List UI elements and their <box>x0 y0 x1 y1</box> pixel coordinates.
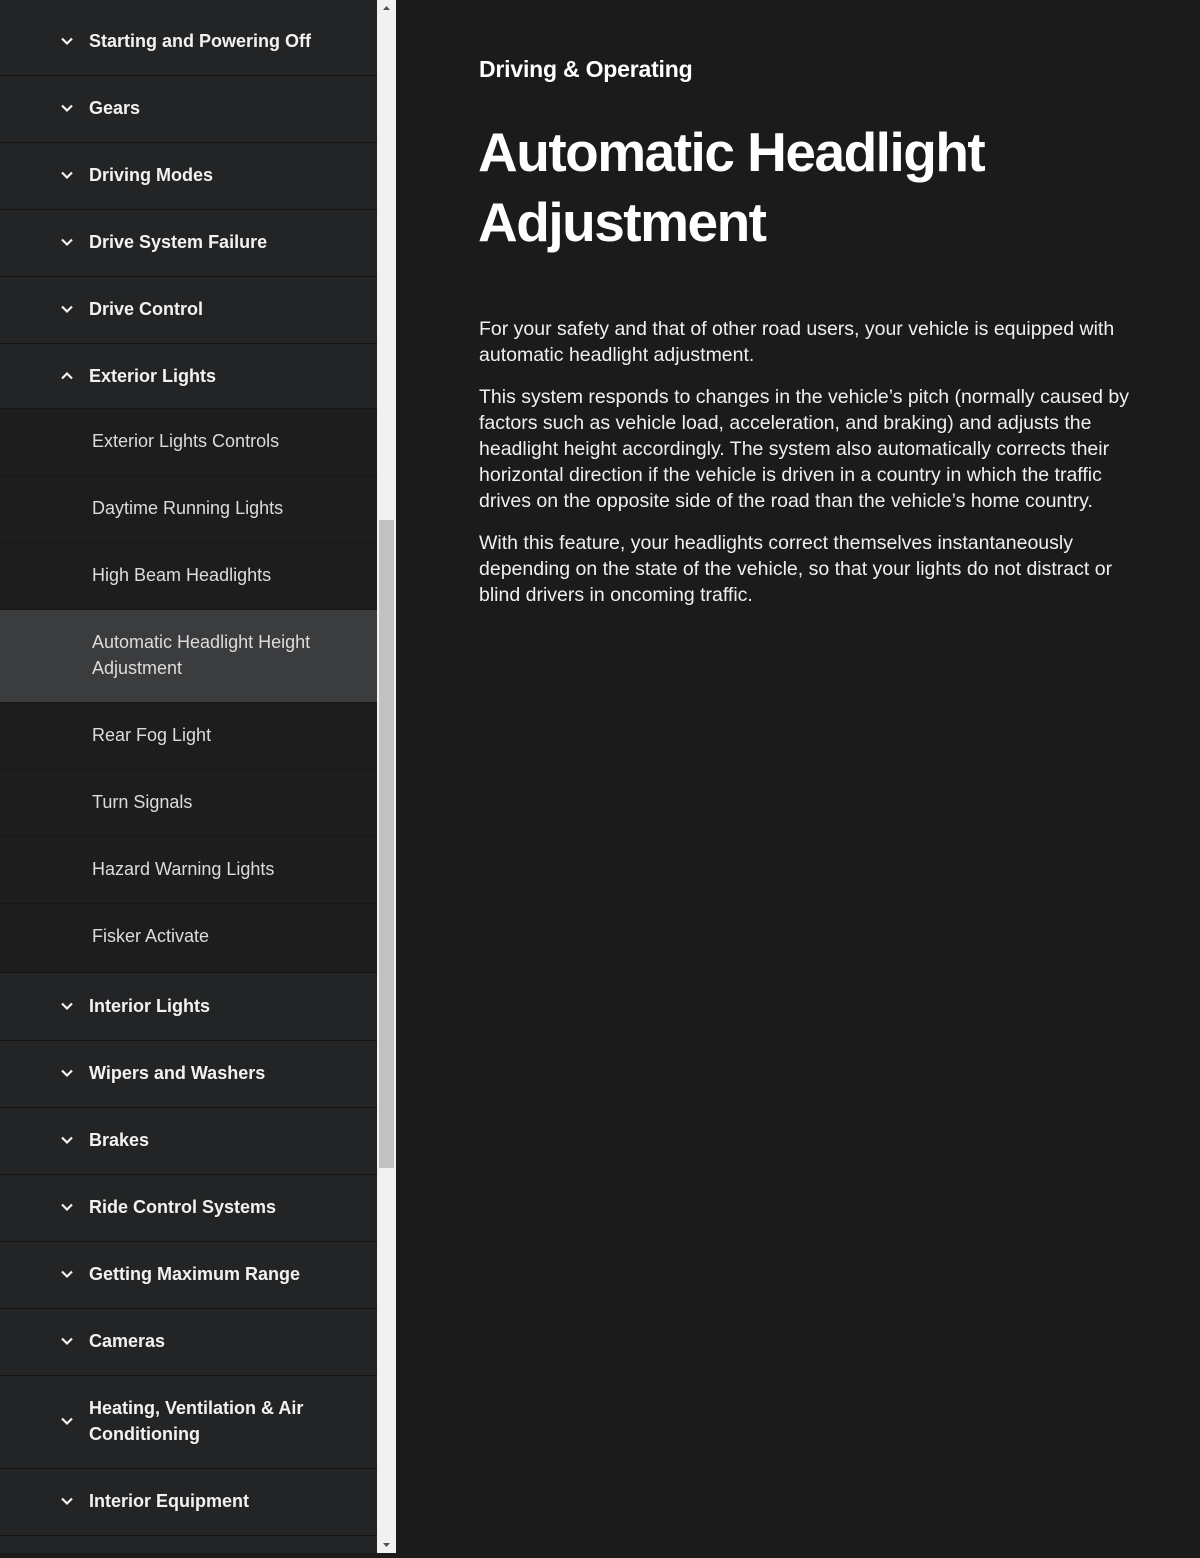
sidebar-section-label: Drive Control <box>89 299 204 319</box>
sidebar-section[interactable] <box>0 1242 377 1309</box>
sidebar-section[interactable] <box>0 76 377 143</box>
sidebar-section-label: Ride Control Systems <box>89 1197 277 1217</box>
sidebar-section[interactable] <box>0 1536 377 1553</box>
sidebar-subitem-label: Daytime Running Lights <box>92 498 284 518</box>
chevron-down-icon <box>58 32 76 50</box>
sidebar-section[interactable] <box>0 1041 377 1108</box>
sidebar-section[interactable] <box>0 1376 377 1469</box>
sidebar-section-label: Brakes <box>89 1130 150 1150</box>
chevron-down-icon <box>58 300 76 318</box>
sidebar-section[interactable] <box>0 1108 377 1175</box>
chevron-down-icon <box>58 1198 76 1216</box>
sidebar-subitem[interactable] <box>0 904 377 973</box>
sidebar-subitem-label: Turn Signals <box>92 792 193 812</box>
sidebar-subitem-label: Automatic Headlight Height Adjustment <box>92 632 311 678</box>
chevron-up-icon <box>58 367 76 385</box>
breadcrumb[interactable]: Driving & Operating <box>479 56 693 82</box>
chevron-down-icon <box>58 1412 76 1430</box>
scrollbar-thumb[interactable] <box>379 520 394 1168</box>
sidebar-section-label: Heating, Ventilation & Air Conditioning <box>89 1398 304 1444</box>
article-paragraph: For your safety and that of other road users, your vehicle is equipped with automatic headlight adjustment. <box>479 318 1115 366</box>
sidebar-subitem-label: Fisker Activate <box>92 926 210 946</box>
sidebar-scrollbar[interactable] <box>377 0 396 1553</box>
sidebar-subitem[interactable] <box>0 543 377 610</box>
main-content <box>396 0 1200 1553</box>
sidebar-subitem[interactable] <box>0 703 377 770</box>
sidebar-section-label: Drive System Failure <box>89 232 268 252</box>
sidebar-section[interactable] <box>0 277 377 344</box>
chevron-down-icon <box>58 1492 76 1510</box>
article-paragraph: This system responds to changes in the vehicle’s pitch (normally caused by factors such as vehicle load, acceleration, and braking) and adjusts the headlight height accordingly. The system also automatically corrects their horizontal direction if the vehicle is driven in a country in which the traffic drives on the opposite side of the road than the vehicle’s home country. <box>479 386 1129 512</box>
sidebar-section-label: Driving Modes <box>89 165 214 185</box>
sidebar-section[interactable] <box>0 973 377 1041</box>
sidebar-subitem-label: High Beam Headlights <box>92 565 272 585</box>
chevron-down-icon <box>58 233 76 251</box>
sidebar-section[interactable] <box>0 1175 377 1242</box>
sidebar-section-label: Exterior Lights <box>89 366 217 386</box>
article-paragraph: With this feature, your headlights correct themselves instantaneously depending on the state of the vehicle, so that your lights do not distract or blind drivers in oncoming traffic. <box>479 532 1113 606</box>
sidebar-subitem-label: Exterior Lights Controls <box>92 431 280 451</box>
chevron-down-icon <box>58 997 76 1015</box>
chevron-down-icon <box>58 166 76 184</box>
sidebar-section-label: Gears <box>89 98 141 118</box>
sidebar-section[interactable] <box>0 210 377 277</box>
sidebar-section-label: Interior Lights <box>89 996 210 1016</box>
arrow-down-icon[interactable] <box>377 1536 396 1553</box>
sidebar-section-label: Interior Equipment <box>89 1491 250 1511</box>
sidebar-subitem[interactable] <box>0 409 377 476</box>
sidebar-subitem[interactable] <box>0 837 377 904</box>
sidebar-subitem[interactable] <box>0 770 377 837</box>
sidebar-section-label: Getting Maximum Range <box>89 1264 301 1284</box>
sidebar-subitem[interactable] <box>0 476 377 543</box>
sidebar-subitem-label: Hazard Warning Lights <box>92 859 275 879</box>
sidebar-section-label: Wipers and Washers <box>89 1063 266 1083</box>
chevron-down-icon <box>58 1131 76 1149</box>
sidebar-section-label: Cameras <box>89 1331 166 1351</box>
sidebar-section[interactable] <box>0 1469 377 1536</box>
chevron-down-icon <box>58 1265 76 1283</box>
article-body <box>479 316 1139 624</box>
sidebar-nav <box>0 0 377 1553</box>
page-title: Automatic Headlight Adjustment <box>478 121 985 253</box>
sidebar-section[interactable] <box>0 143 377 210</box>
sidebar-section-expanded[interactable] <box>0 344 377 409</box>
chevron-down-icon <box>58 99 76 117</box>
chevron-down-icon <box>58 1332 76 1350</box>
sidebar-section-label: Starting and Powering Off <box>89 31 312 51</box>
sidebar-section[interactable] <box>0 1309 377 1376</box>
sidebar-subitem-active[interactable] <box>0 610 377 703</box>
chevron-down-icon <box>58 1064 76 1082</box>
sidebar-section[interactable] <box>0 8 377 76</box>
arrow-up-icon[interactable] <box>377 0 396 17</box>
sidebar-subitem-label: Rear Fog Light <box>92 725 212 745</box>
